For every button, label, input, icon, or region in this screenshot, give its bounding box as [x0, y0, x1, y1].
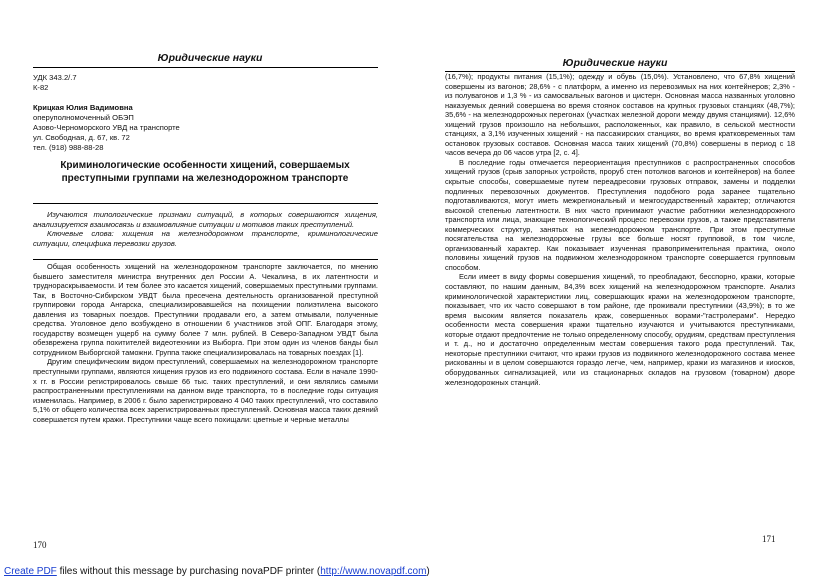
paragraph: Другим специфическим видом преступлений, совершаемых на железнодорожном транспорте преступными группами, являются хищения грузов из его подвижного состава. Если в начале 1990-х гг. в России регистрировалось свыше 66 тыс. таких преступлений, и они являлись самыми распространенными преступлениями на данном виде транспорта, то в последние годы ситуация изменилась. Например, в 2006 г. было зарегистрировано 4 040 таких преступлений, что составило 5,1% от общего количества всех зарегистрированных преступлений. Основная масса таких деяний совершается путем кражи. Преступники чаще всего похищали: цветные и черные металлы	[33, 357, 378, 424]
paragraph: В последние годы отмечается переориентация преступников с распространенных способов хищений грузов (срыв запорных устройств, проруб стен потолков вагонов и контейнеров) на более скрытые способы, совершаемые путем переадресовки грузовых отправок, замены и подделки подлинных перевозочных документов. Преступления подобного рода заранее тщательно подготавливаются, могут иметь межрегиональный и межгосударственный характер; отличаются высокой степенью латентности. В них часто принимают участие работники железнодорожного транспорта или лица, знающие технологический процесс перевозки грузов, а также представители коммерческих структур, занятых на железнодорожном транспорте. При этом преступные посягательства на железнодорожные грузы все больше носят групповой, в том числе, организованный характер. Как показывает изученная правоприменительная практика, около половины хищений грузов на подвижном железнодорожном транспорте совершается групповым способом.	[445, 157, 795, 272]
header-rule	[33, 67, 378, 68]
right-page-header: Юридические науки	[562, 57, 668, 69]
title-rule	[33, 203, 378, 204]
left-body-text	[33, 262, 378, 424]
left-page	[0, 0, 410, 562]
author-address: ул. Свободная, д. 67, кв. 72	[33, 133, 130, 142]
author-phone: тел. (918) 988-88-28	[33, 143, 104, 152]
pdf-watermark-footer	[0, 563, 820, 580]
author-organization: Азово-Черноморского УВД на транспорте	[33, 123, 180, 132]
udk-code: УДК 343.2/.7	[33, 73, 77, 82]
right-body-text	[445, 72, 795, 387]
footer-text: files without this message by purchasing novaPDF printer (	[56, 566, 321, 577]
footer-close: )	[426, 566, 430, 577]
right-page	[410, 0, 820, 562]
author-name: Крицкая Юлия Вадимовна	[33, 103, 133, 112]
page-number: 171	[762, 534, 776, 544]
abstract-text: Изучаются типологические признаки ситуаций, в которых совершаются хищения, анализируется взаимосвязь и взаимовлияние ситуации и мотивов таких преступлений.	[33, 210, 378, 229]
paragraph: (16,7%); продукты питания (15,1%); одежду и обувь (15,0%). Установлено, что 67,8% хищений совершены из вагонов; 28,6% - с платформ, а именно из перевозимых на них контейнеров; 2,3% - из полувагонов и 1,3 % - из самосвальных вагонов и цистерн. Основная масса названных уголовно наказуемых деяний совершена во время стоянок составов на крупных грузовых станциях (48,7%); 35,6% - на железнодорожных перегонах (участках железной дороги между двумя станциями). 12,6% хищений грузов произошло на небольших, расположенных, как правило, в сельской местности станциях, а 3,1% изученных хищений - на пассажирских станциях, во время кратковременных там остановок грузовых составов. Основная масса таких хищений (70,8%) совершены в период с 18 часов вечера до 06 часов утра [2, с. 4].	[445, 72, 795, 158]
abstract-block	[33, 210, 378, 248]
article-title: Криминологические особенности хищений, совершаемых преступными группами на железнодорожном транспорте	[60, 160, 350, 184]
left-page-header: Юридические науки	[157, 52, 263, 64]
create-pdf-link[interactable]: Create PDF	[4, 566, 57, 577]
paragraph: Общая особенность хищений на железнодорожном транспорте заключается, по мнению бывшего заместителя министра внутренних дел России А. Чекалина, в их латентности и труднораскрываемости. И тем более это касается хищений, совершаемых преступными группами. Так, в Восточно-Сибирском УВДТ была пресечена деятельность организованной преступной группировки города Ангарска, специализировавшейся на похищении полиэтилена высокого давления из товарных поездов. Преступники продавали его, а затем отмывали, полученные средства. Уголовное дело возбуждено в отношении 6 участников этой ОПГ. Благодаря этому, государству возмещен ущерб на сумму более 7 млн. рублей. В Северо-Западном УВДТ была обезврежена группа похитителей видеотехники из Выборга. При этом один из членов банды был сотрудником Выборгской таможни. Группа также специализировалась на товарных поездах [1].	[33, 262, 378, 357]
novapdf-link[interactable]: http://www.novapdf.com	[320, 566, 427, 577]
keywords-text: Ключевые слова: хищения на железнодорожном транспорте, криминологические ситуации, специфика перевозки грузов.	[33, 229, 378, 248]
author-position: оперуполномоченный ОБЭП	[33, 113, 134, 122]
paragraph: Если имеет в виду формы совершения хищений, то преобладают, бесспорно, кражи, которые составляют, по нашим данным, 84,3% всех хищений на железнодорожном транспорте. Анализ криминологической характеристики лиц, совершающих кражи на железнодорожном транспорте, показывает, что их часто совершают в том районе, где проживали преступники (43,9%); в то же время высоким является показатель краж, совершенных ворами-"гастролерами". Нередко особенности места совершения кражи тщательно изучаются и учитываются преступниками, которые отдают предпочтение не только определенному способу, орудиям, средствам преступления и т. д., но и достаточно определенным местам совершения такого рода преступлений. Так, некоторые преступники считают, что кражи грузов из подвижного железнодорожного состава менее рискованны и в целом совершаются гораздо легче, чем, например, кражи из магазинов и киосков, оборудованных сигнализацией, или из стационарных складов на грузовом (товарном) дворе железнодорожных станций.	[445, 272, 795, 387]
abstract-rule	[33, 259, 378, 260]
classification-code: К-82	[33, 83, 49, 92]
page-number: 170	[33, 540, 47, 550]
